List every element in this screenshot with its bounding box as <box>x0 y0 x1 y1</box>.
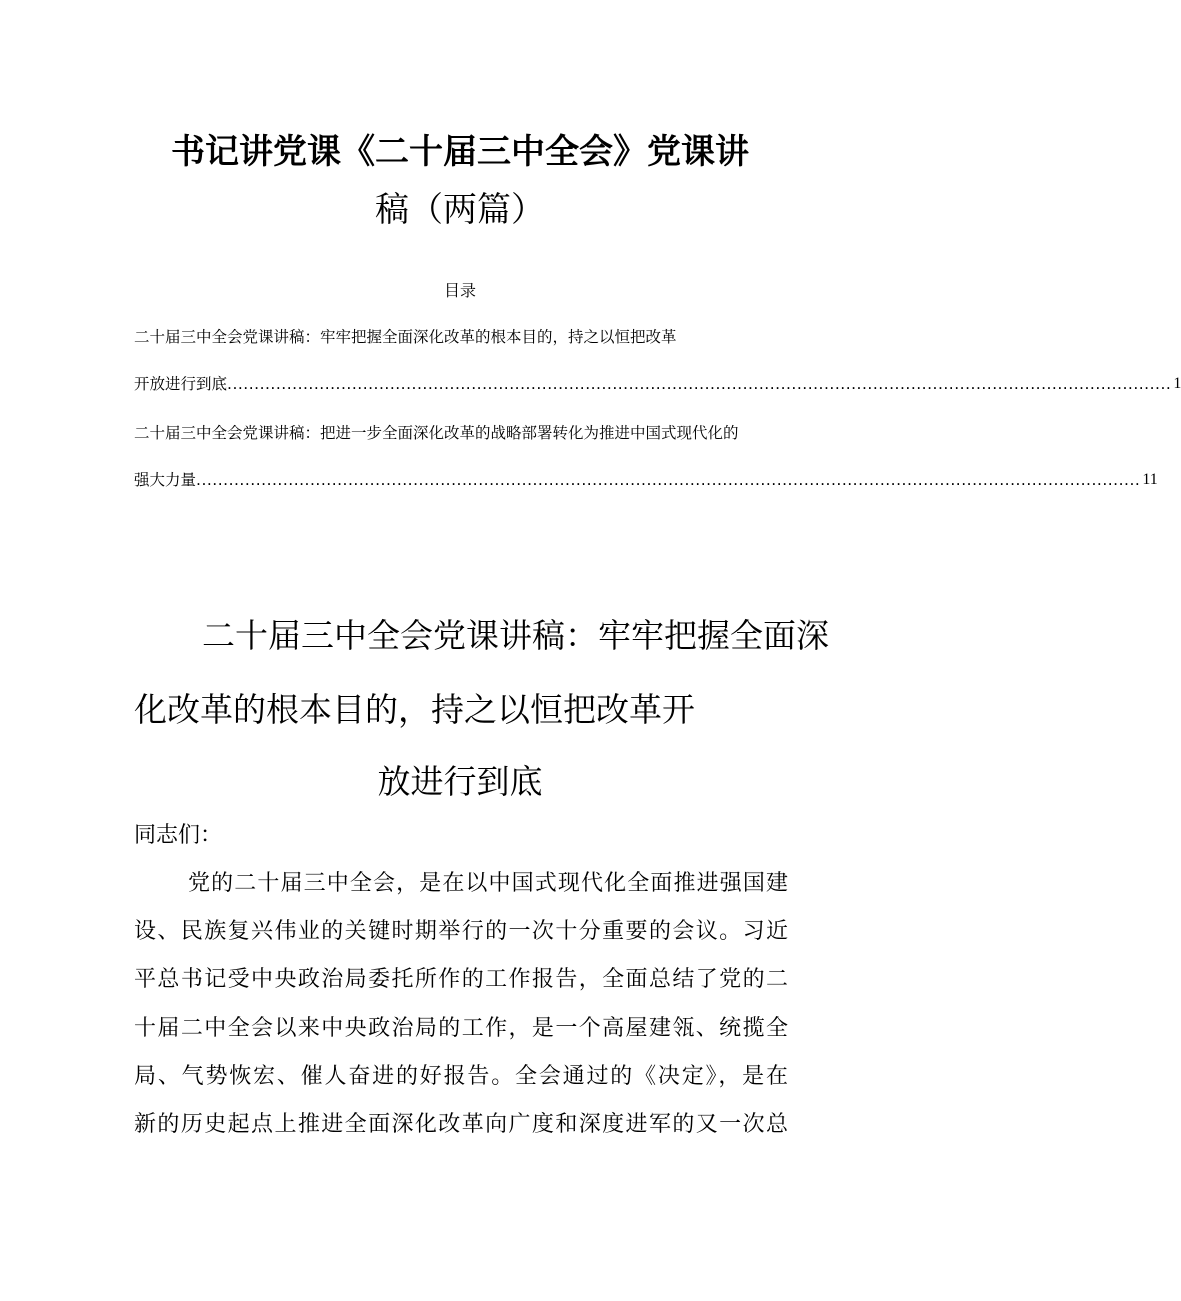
toc-heading: 目录 <box>443 281 476 300</box>
section-title-line-3: 放进行到底 <box>377 762 543 801</box>
section-title-line-1: 二十届三中全会党课讲稿：牢牢把握全面深 <box>202 616 829 655</box>
body-line: 党的二十届三中全会，是在以中国式现代化全面推进强国建 <box>188 871 788 896</box>
body-line: 新的历史起点上推进全面深化改革向广度和深度进军的又一次总 <box>134 1112 788 1137</box>
toc-leader-dots: .............................................................................................................................................................................. <box>196 471 1141 489</box>
section-title-line-2: 化改革的根本目的，持之以恒把改革开 <box>134 690 695 729</box>
body-line: 平总书记受中央政治局委托所作的工作报告，全面总结了党的二 <box>134 967 788 992</box>
toc-entry-2-text: 强大力量 <box>134 471 197 489</box>
body-line: 十届二中全会以来中央政治局的工作，是一个高屋建瓴、统揽全 <box>134 1016 788 1041</box>
body-line: 设、民族复兴伟业的关键时期举行的一次十分重要的会议。习近 <box>134 919 788 944</box>
document-title-line-2: 稿（两篇） <box>375 190 545 230</box>
toc-leader-dots: .............................................................................................................................................................................. <box>227 375 1172 393</box>
toc-entry-1-text: 开放进行到底 <box>134 375 228 393</box>
salutation: 同志们： <box>134 823 223 848</box>
toc-entry-1-line-2[interactable] <box>134 373 1181 395</box>
toc-entry-1-page: 1 <box>1173 375 1181 392</box>
toc-entry-2-line-2[interactable] <box>134 469 1158 491</box>
toc-entry-2-line-1[interactable]: 二十届三中全会党课讲稿：把进一步全面深化改革的战略部署转化为推进中国式现代化的 <box>134 424 739 442</box>
toc-entry-1-line-1[interactable]: 二十届三中全会党课讲稿：牢牢把握全面深化改革的根本目的，持之以恒把改革 <box>134 328 677 346</box>
document-title-line-1: 书记讲党课《二十届三中全会》党课讲 <box>171 132 749 172</box>
body-line: 局、气势恢宏、催人奋进的好报告。全会通过的《决定》，是在 <box>134 1064 788 1089</box>
toc-entry-2-page: 11 <box>1142 471 1158 488</box>
